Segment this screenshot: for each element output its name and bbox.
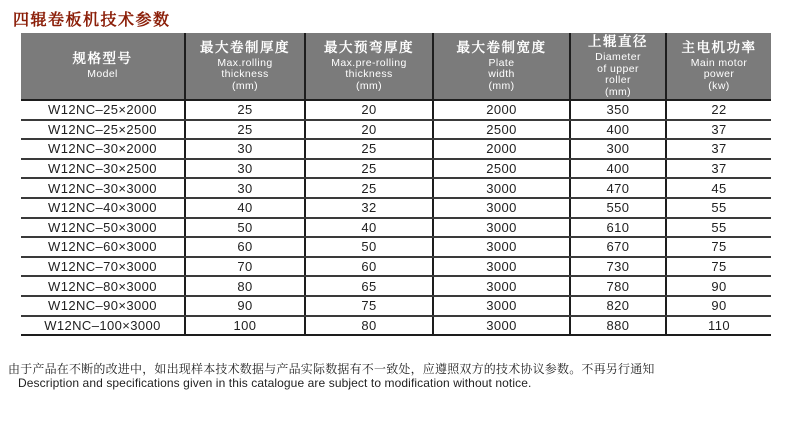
cell-model: W12NC–70×3000 — [21, 257, 185, 277]
cell-model: W12NC–90×3000 — [21, 296, 185, 316]
header-cn-label: 最大卷制厚度 — [200, 39, 290, 55]
header-en-label: Max.rolling — [217, 56, 273, 69]
cell-plate-width: 2000 — [433, 139, 570, 159]
page-title: 四辊卷板机技术参数 — [13, 12, 171, 29]
cell-max-rolling-thickness: 30 — [185, 178, 305, 198]
table-row — [21, 257, 771, 277]
cell-main-motor-power: 90 — [666, 296, 771, 316]
cell-upper-roller-diameter: 400 — [570, 159, 666, 179]
header-row — [21, 33, 771, 100]
header-en-label: (mm) — [488, 79, 515, 92]
cell-max-pre-rolling-thickness: 40 — [305, 218, 433, 238]
col-header-upper-roller-diameter — [570, 33, 666, 100]
header-en-label: power — [703, 68, 735, 81]
col-header-model — [21, 33, 185, 100]
cell-upper-roller-diameter: 470 — [570, 178, 666, 198]
cell-plate-width: 3000 — [433, 257, 570, 277]
cell-plate-width: 3000 — [433, 316, 570, 336]
cell-max-pre-rolling-thickness: 65 — [305, 276, 433, 296]
cell-model: W12NC–25×2000 — [21, 100, 185, 120]
cell-main-motor-power: 37 — [666, 159, 771, 179]
cell-model: W12NC–25×2500 — [21, 120, 185, 140]
cell-max-rolling-thickness: 50 — [185, 218, 305, 238]
cell-upper-roller-diameter: 550 — [570, 198, 666, 218]
cell-max-pre-rolling-thickness: 25 — [305, 139, 433, 159]
cell-max-rolling-thickness: 100 — [185, 316, 305, 336]
header-en-label: width — [488, 68, 515, 81]
cell-plate-width: 3000 — [433, 296, 570, 316]
header-cell — [306, 33, 432, 99]
header-en-label: thickness — [221, 68, 269, 81]
cell-plate-width: 2000 — [433, 100, 570, 120]
header-en-label: Main motor — [690, 56, 748, 69]
cell-max-pre-rolling-thickness: 20 — [305, 120, 433, 140]
header-en-label: (mm) — [355, 79, 383, 92]
header-en-label: (mm) — [231, 79, 259, 92]
table-row — [21, 218, 771, 238]
header-en-label: Diameter — [595, 51, 641, 63]
header-en-label: (kw) — [708, 79, 730, 92]
cell-upper-roller-diameter: 610 — [570, 218, 666, 238]
cell-max-rolling-thickness: 30 — [185, 139, 305, 159]
cell-plate-width: 2500 — [433, 120, 570, 140]
cell-model: W12NC–30×2500 — [21, 159, 185, 179]
cell-main-motor-power: 37 — [666, 120, 771, 140]
cell-max-rolling-thickness: 80 — [185, 276, 305, 296]
cell-model: W12NC–80×3000 — [21, 276, 185, 296]
header-en-label: (mm) — [604, 85, 632, 98]
header-en-label: Max.pre-rolling — [331, 56, 407, 69]
cell-main-motor-power: 37 — [666, 139, 771, 159]
table-row — [21, 316, 771, 336]
cell-model: W12NC–30×2000 — [21, 139, 185, 159]
spec-table — [21, 33, 771, 336]
header-cn-label: 规格型号 — [72, 51, 133, 67]
cell-max-pre-rolling-thickness: 80 — [305, 316, 433, 336]
cell-plate-width: 3000 — [433, 178, 570, 198]
cell-model: W12NC–50×3000 — [21, 218, 185, 238]
cell-plate-width: 3000 — [433, 198, 570, 218]
cell-plate-width: 2500 — [433, 159, 570, 179]
cell-main-motor-power: 90 — [666, 276, 771, 296]
cell-main-motor-power: 75 — [666, 257, 771, 277]
cell-max-rolling-thickness: 25 — [185, 120, 305, 140]
header-en-label: Plate — [488, 56, 515, 69]
table-header — [21, 33, 771, 100]
header-cn-label: 主电机功率 — [681, 39, 757, 55]
table-row — [21, 100, 771, 120]
table-row — [21, 120, 771, 140]
table-row — [21, 296, 771, 316]
cell-max-pre-rolling-thickness: 60 — [305, 257, 433, 277]
cell-upper-roller-diameter: 730 — [570, 257, 666, 277]
header-en-label: Model — [87, 68, 118, 81]
table-row — [21, 198, 771, 218]
cell-max-rolling-thickness: 60 — [185, 237, 305, 257]
cell-max-pre-rolling-thickness: 25 — [305, 178, 433, 198]
header-cn-label: 上辊直径 — [588, 34, 648, 49]
table-row — [21, 139, 771, 159]
disclaimer-en: Description and specifications given in this catalogue are subject to modification without notice. — [18, 376, 532, 390]
header-cell — [186, 33, 304, 99]
cell-max-rolling-thickness: 25 — [185, 100, 305, 120]
cell-max-pre-rolling-thickness: 50 — [305, 237, 433, 257]
cell-main-motor-power: 45 — [666, 178, 771, 198]
cell-max-pre-rolling-thickness: 25 — [305, 159, 433, 179]
cell-max-rolling-thickness: 70 — [185, 257, 305, 277]
header-cell — [434, 33, 569, 99]
cell-model: W12NC–100×3000 — [21, 316, 185, 336]
table-body — [21, 100, 771, 335]
header-en-label: roller — [605, 74, 631, 86]
header-cell — [667, 33, 771, 99]
table-row — [21, 237, 771, 257]
disclaimer — [8, 362, 788, 390]
cell-main-motor-power: 110 — [666, 316, 771, 336]
cell-upper-roller-diameter: 300 — [570, 139, 666, 159]
header-en-label: of upper — [597, 62, 639, 75]
cell-upper-roller-diameter: 350 — [570, 100, 666, 120]
cell-main-motor-power: 22 — [666, 100, 771, 120]
cell-max-pre-rolling-thickness: 20 — [305, 100, 433, 120]
cell-upper-roller-diameter: 880 — [570, 316, 666, 336]
cell-upper-roller-diameter: 820 — [570, 296, 666, 316]
cell-plate-width: 3000 — [433, 218, 570, 238]
header-cell — [571, 33, 665, 99]
table-row — [21, 276, 771, 296]
cell-upper-roller-diameter: 780 — [570, 276, 666, 296]
cell-plate-width: 3000 — [433, 237, 570, 257]
cell-model: W12NC–30×3000 — [21, 178, 185, 198]
cell-model: W12NC–60×3000 — [21, 237, 185, 257]
col-header-max-pre-rolling-thickness — [305, 33, 433, 100]
table-row — [21, 178, 771, 198]
cell-plate-width: 3000 — [433, 276, 570, 296]
table-row — [21, 159, 771, 179]
cell-max-rolling-thickness: 30 — [185, 159, 305, 179]
cell-max-pre-rolling-thickness: 32 — [305, 198, 433, 218]
cell-max-rolling-thickness: 90 — [185, 296, 305, 316]
col-header-main-motor-power — [666, 33, 771, 100]
cell-main-motor-power: 75 — [666, 237, 771, 257]
cell-model: W12NC–40×3000 — [21, 198, 185, 218]
cell-main-motor-power: 55 — [666, 218, 771, 238]
cell-upper-roller-diameter: 670 — [570, 237, 666, 257]
disclaimer-cn: 由于产品在不断的改进中，如出现样本技术数据与产品实际数据有不一致处，应遵照双方的技术协议参数。不再另行通知 — [8, 362, 655, 376]
header-cn-label: 最大预弯厚度 — [324, 39, 414, 55]
header-cn-label: 最大卷制宽度 — [456, 39, 547, 55]
header-en-label: thickness — [345, 68, 393, 81]
header-cell — [21, 33, 184, 99]
col-header-plate-width — [433, 33, 570, 100]
cell-upper-roller-diameter: 400 — [570, 120, 666, 140]
cell-main-motor-power: 55 — [666, 198, 771, 218]
col-header-max-rolling-thickness — [185, 33, 305, 100]
cell-max-pre-rolling-thickness: 75 — [305, 296, 433, 316]
cell-max-rolling-thickness: 40 — [185, 198, 305, 218]
